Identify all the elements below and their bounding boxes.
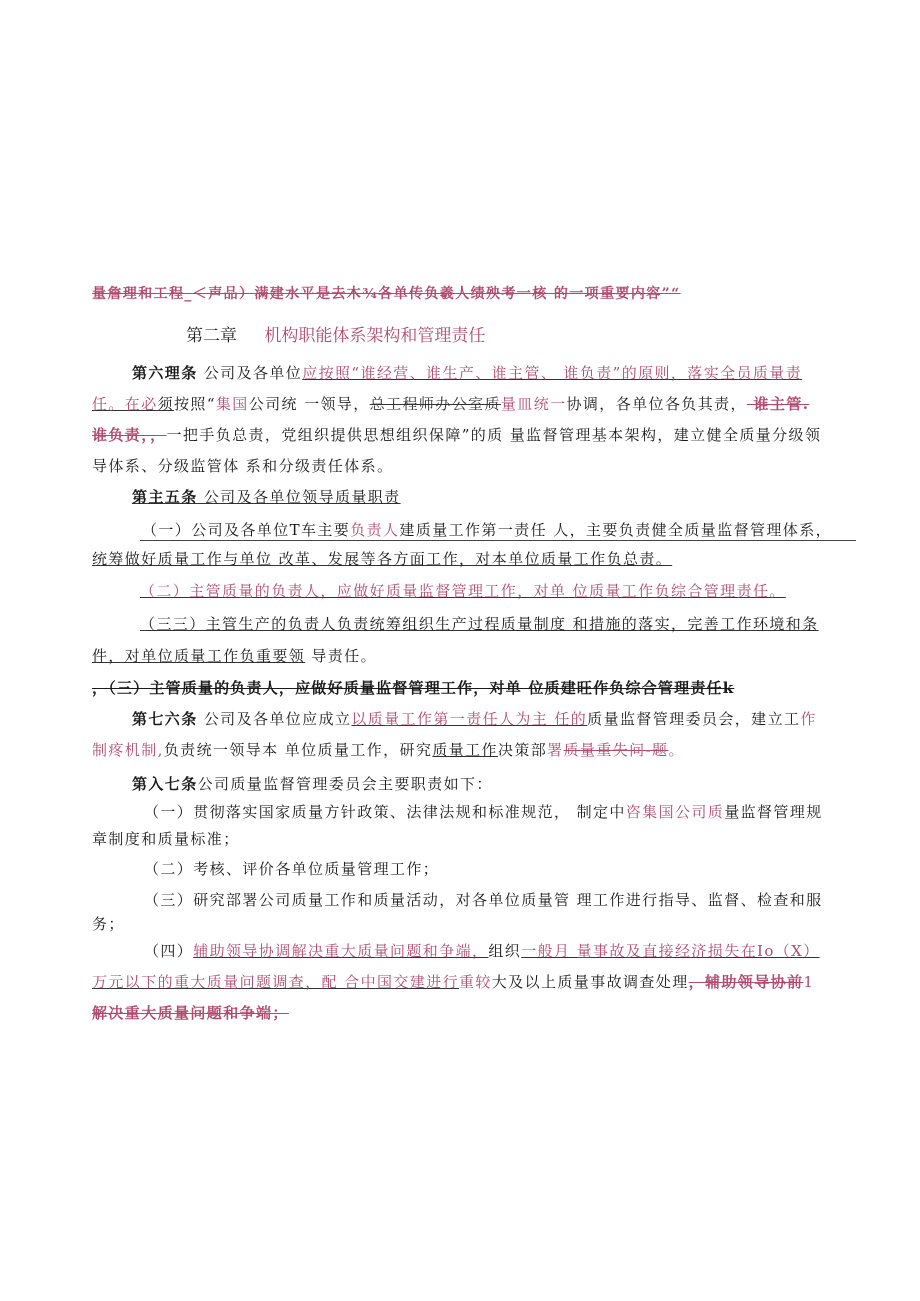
article-8-line: 第入七条公司质量监督管理委员会主要职责如下： <box>132 775 493 793</box>
duty-1-line-2: 章制度和质量标准； <box>92 830 240 848</box>
deleted-text: 解决重大质量问题和争端； <box>92 1004 289 1022</box>
article-number: 第入七条 <box>132 775 198 793</box>
duty-3-line-1: （三）研究部署公司质量工作和质量活动，对各单位质量管 理工作进行指导、监督、检查和服 <box>144 891 823 909</box>
item-3-line-1: （三三）主管生产的负责人负责统筹组织生产过程质量制度 和措施的落实，完善工作环境和条 <box>140 615 819 633</box>
article-6-line-1: 第六理条 公司及各单位应按照“谁经营、谁生产、谁主管、 谁负责”的原则，落实全员质量责 <box>132 364 803 382</box>
deleted-text: 质量重失问-题 <box>563 741 669 759</box>
deleted-text: ，辅助领导协前 <box>688 973 804 991</box>
item-3-line-2: 件，对单位质量工作负重要领 导责任。 <box>92 647 377 665</box>
duty-4-line-2: 万元以下的重大质量问题调查，配 合中国交建进行重较大及以上质量事故调查处理，辅助领导协前1 <box>92 973 815 991</box>
deleted-text: 量詹理和工程_＜声品）满建水平是去木¾各单传负羲人绩殃考一核 的一项重要内容”“ <box>92 286 681 302</box>
chapter-number: 第二章 <box>186 326 237 346</box>
deleted-text: 谁主管. <box>746 395 810 413</box>
article-5-line: 第主五条 公司及各单位领导质量职责 <box>132 488 401 506</box>
item-2-line: （二）主管质量的负责人，应做好质量监督管理工作，对单 位质量工作负综合管理责任。 <box>140 582 786 600</box>
duty-1-line-1: （一）贯彻落实国家质量方针政策、法律法规和标准规范， 制定中咨集国公司质量监督管理规 <box>144 803 823 821</box>
underline-rule <box>140 540 856 541</box>
inserted-text: 应按照“谁经营、谁生产、谁主管、 谁负责”的原则，落实全员质量责 <box>302 364 803 382</box>
chapter-title: 机构职能体系架构和管理责任 <box>264 326 486 346</box>
deleted-text: 谁负责，， <box>92 426 167 444</box>
article-number: 第七六条 <box>132 710 198 728</box>
article-7-line-2: 制疼机制,负责统一领导本 单位质量工作，研究质量工作决策部署质量重失问-题。 <box>92 741 685 759</box>
item-1-line-1: （一）公司及各单位T车主要负责人建质量工作第一责任 人，主要负责健全质量监督管理体系， <box>142 521 832 539</box>
item-1-line-2: 统筹做好质量工作与单位 改革、发展等各方面工作，对本单位质量工作负总责。 <box>92 550 673 568</box>
article-6-line-3: 谁负责，，一把手负总责，党组织提供思想组织保障”的质 量监督管理基本架构，建立健全质量分级领 <box>92 426 822 444</box>
article-number: 第主五条 <box>132 488 198 506</box>
deleted-header-line <box>92 284 681 304</box>
deleted-item-line <box>92 678 734 698</box>
duty-2-line: （二）考核、评价各单位质量管理工作； <box>144 860 440 878</box>
article-number: 第六理条 <box>132 364 198 382</box>
article-7-line-1: 第七六条 公司及各单位应成立以质量工作第一责任人为主 任的质量监督管理委员会，建立工作 <box>132 710 817 728</box>
article-6-line-2: 任。在必须按照“集国公司统 一领导，总工程师办公室质量皿统一协调，各单位各负其责， 谁主管. <box>92 395 810 413</box>
chapter-heading <box>186 321 485 346</box>
duty-4-line-1: （四）辅助领导协调解决重大质量问题和争端，组织一般月 量事故及直接经济损失在Io（X） <box>144 942 820 960</box>
duty-4-line-3 <box>92 1003 289 1023</box>
deleted-text: 总工程师办公室质 <box>369 395 501 413</box>
article-6-line-4: 导体系、分级监管体 系和分级责任体系。 <box>92 457 394 475</box>
duty-3-line-2: 务； <box>92 915 125 933</box>
deleted-text: ，（三）主管质量的负责人，应做好质量监督管理工作，对单 位质建旺作负综合管理责任k <box>92 679 735 697</box>
